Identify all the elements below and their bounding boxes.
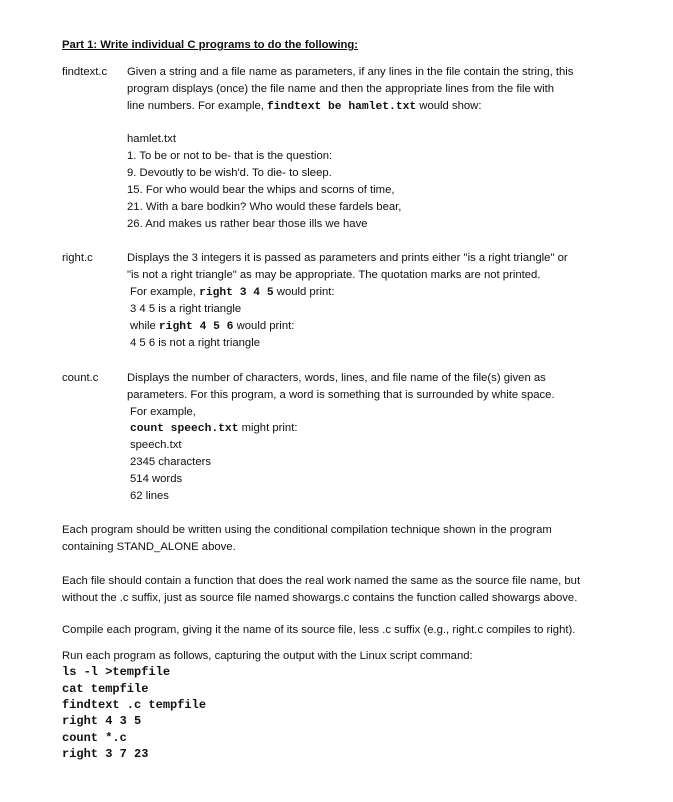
findtext-desc-post: would show: [416, 100, 482, 112]
count-output-line: 514 words [130, 473, 183, 485]
right-output-2: 4 5 6 is not a right triangle [130, 337, 260, 349]
paragraph-1-line-2: containing STAND_ALONE above. [62, 541, 236, 553]
findtext-output-line: 26. And makes us rather bear those ills we have [127, 218, 368, 230]
right-example-pre: For example, [130, 286, 200, 298]
findtext-output-line: 9. Devoutly to be wish'd. To die- to sleep. [127, 167, 332, 179]
count-desc-line-1: Displays the number of characters, words, lines, and file name of the file(s) given as [127, 372, 546, 384]
command-line: right 3 7 23 [62, 747, 149, 761]
count-output-line: 2345 characters [130, 456, 212, 468]
right-example-post: would print: [273, 286, 335, 298]
right-while-command: right 4 5 6 [158, 321, 234, 333]
findtext-label: findtext.c [62, 66, 108, 78]
count-output-line: speech.txt [130, 439, 182, 451]
paragraph-3: Compile each program, giving it the name of its source file, less .c suffix (e.g., right.c compiles to right). [62, 624, 576, 636]
paragraph-2-line-2: without the .c suffix, just as source file named showargs.c contains the function called showargs above. [62, 592, 578, 604]
paragraph-4: Run each program as follows, capturing the output with the Linux script command: [62, 650, 473, 662]
findtext-output-line: 21. With a bare bodkin? Who would these fardels bear, [127, 201, 402, 213]
findtext-output-line: 15. For who would bear the whips and scorns of time, [127, 184, 395, 196]
paragraph-1-line-1: Each program should be written using the conditional compilation technique shown in the program [62, 524, 552, 536]
right-output-1: 3 4 5 is a right triangle [130, 303, 242, 315]
right-example-line [130, 284, 335, 302]
command-line: findtext .c tempfile [62, 698, 207, 712]
right-desc-line-1: Displays the 3 integers it is passed as parameters and prints either "is a right triangle" or [127, 252, 568, 264]
right-while-pre: while [130, 320, 159, 332]
command-line: right 4 3 5 [62, 714, 142, 728]
findtext-desc-line-3 [127, 98, 481, 116]
count-example-command: count speech.txt [130, 423, 239, 435]
findtext-desc-line-2: program displays (once) the file name and then the appropriate lines from the file with [127, 83, 554, 95]
findtext-example-command: findtext be hamlet.txt [267, 101, 417, 113]
right-label: right.c [62, 252, 93, 264]
right-example-command: right 3 4 5 [199, 287, 274, 299]
count-desc-line-3: For example, [130, 406, 196, 418]
findtext-desc-line-1: Given a string and a file name as parameters, if any lines in the file contain the string, this [127, 66, 574, 78]
count-label: count.c [62, 372, 99, 384]
count-example-post: might print: [238, 422, 298, 434]
page-heading: Part 1: Write individual C programs to do the following: [62, 39, 359, 51]
findtext-desc-pre: line numbers. For example, [127, 100, 268, 112]
findtext-output-line: 1. To be or not to be- that is the question: [127, 150, 333, 162]
count-example-line [130, 420, 298, 438]
count-output-line: 62 lines [130, 490, 169, 502]
command-line: ls -l >tempfile [62, 665, 171, 679]
paragraph-2-line-1: Each file should contain a function that does the real work named the same as the source file name, but [62, 575, 581, 587]
right-desc-line-2: "is not a right triangle" as may be appropriate. The quotation marks are not printed. [127, 269, 541, 281]
command-line: count *.c [62, 731, 127, 745]
count-desc-line-2: parameters. For this program, a word is something that is surrounded by white space. [127, 389, 555, 401]
command-line: cat tempfile [62, 682, 149, 696]
right-while-line [130, 318, 294, 336]
right-while-post: would print: [233, 320, 295, 332]
findtext-output-line: hamlet.txt [127, 133, 176, 145]
